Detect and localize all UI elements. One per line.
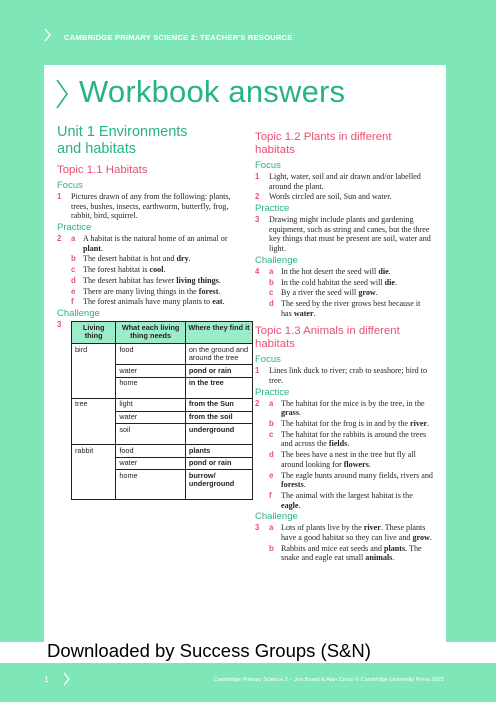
living-thing-cell [72,470,116,491]
answer-keyword: plant [83,243,101,253]
answer-item [255,544,433,563]
answer-fragment: . [101,243,104,253]
answer-item [57,254,243,264]
answer-item [57,297,243,307]
answer-keyword: river [363,523,381,533]
table-header-cell: What each living thing needs [116,321,186,343]
spacer-cell [116,491,186,500]
answer-text [83,265,243,275]
answer-item [57,265,243,275]
where-cell: pond or rain [185,457,252,470]
item-letter: f [71,297,74,307]
answer-fragment: . [218,286,221,296]
spacer-cell [116,389,186,398]
answer-keyword: fields [328,439,348,449]
answer-fragment: . [429,532,432,542]
need-cell: light [116,398,186,411]
answer-text [83,254,243,264]
answer-fragment: . [313,308,316,318]
answer-item [57,287,243,297]
practice-list [57,234,243,307]
answer-keyword: living things [176,275,219,285]
answer-text [281,471,433,490]
question-number: 2 [57,233,62,243]
spacer-cell [72,491,116,500]
answer-item [255,299,433,318]
answer-text [83,287,243,297]
answer-item [57,234,243,253]
answer-fragment: . [163,265,166,275]
answer-text [281,450,433,469]
table-row [72,411,253,424]
question-number: 3 [255,523,260,533]
answer-fragment: The desert habitat is hot and [83,254,177,264]
unit-title-line: Unit 1 Environments [57,124,188,140]
question-number [57,254,71,264]
answer-text [281,267,433,277]
item-letter: a [269,398,274,408]
where-cell: on the ground and around the tree [185,344,252,365]
answer-text: Light, water, soil and air drawn and/or labelled around the plant. [269,172,421,191]
table-row [72,470,253,491]
topic-heading: Topic 1.3 Animals in different habitats [255,325,400,351]
answer-fragment: . [347,439,350,449]
answer-item [255,215,433,253]
item-letter: c [269,288,274,298]
table-row [72,365,253,378]
answer-fragment: A habitat is the natural home of an animal or [83,233,228,243]
answer-text [83,234,243,253]
spacer-cell [116,436,186,445]
answer-fragment: . [303,480,306,490]
living-thing-cell: tree [72,398,116,411]
question-number [57,287,71,297]
answer-text: Words circled are soil, Sun and water. [269,192,392,202]
question-number [255,544,269,563]
chevron-right-icon [55,78,69,110]
answer-fragment: The forest animals have many plants to [83,297,213,307]
unit-title-line: and habitats [57,141,137,157]
answer-keyword: grow [412,532,430,542]
answer-item [255,267,433,277]
answer-fragment: There are many living things in the [83,286,199,296]
question-number: 2 [255,398,260,408]
challenge-list [255,267,433,319]
table-row [72,445,253,458]
answer-fragment: The habitat for the frog is in and by the [281,419,411,428]
living-thing-cell: bird [72,344,116,365]
answer-keyword: die [378,266,389,276]
answer-fragment: The habitat for the rabbits is around the trees and across the [281,429,427,449]
answer-text [281,491,433,510]
answer-fragment: . The snake and eagle eat small [281,543,422,563]
answer-keyword: forest [198,286,219,296]
answer-keyword: die [384,277,395,287]
answer-fragment: . [427,419,430,428]
need-cell: water [116,457,186,470]
item-letter: b [269,419,274,428]
challenge-heading: Challenge [255,254,298,266]
right-column [255,131,433,564]
spacer-cell [72,436,116,445]
answer-text [281,288,433,298]
answer-fragment: In the cold habitat the seed will [281,277,385,287]
item-letter: c [269,429,274,439]
item-letter: a [269,523,274,533]
question-number [255,471,269,490]
answer-item [255,450,433,469]
question-number: 1 [255,172,260,181]
answer-fragment: . [388,266,391,276]
item-letter: a [71,233,76,243]
answer-item [255,471,433,490]
item-letter: b [71,254,76,264]
question-number: 3 [255,215,260,225]
table-row [72,344,253,365]
item-letter: d [269,450,274,460]
answer-item [255,430,433,449]
answer-keyword: forests [281,480,304,490]
question-number [255,299,269,318]
challenge-list [255,523,433,563]
where-cell: from the Sun [185,398,252,411]
answer-fragment: . [394,277,397,287]
spacer-cell [72,389,116,398]
answer-keyword: eagle [281,500,299,510]
need-cell: water [116,411,186,424]
need-cell: home [116,470,186,491]
item-letter: a [269,266,274,276]
answer-fragment: . These plants have a good habitat so they can live and [281,523,426,542]
answer-keyword: water [293,308,314,318]
answer-text [281,523,433,542]
answer-keyword: grass [281,408,299,418]
left-column [57,124,250,500]
answer-keyword: flowers [343,459,369,469]
answer-text [83,297,243,307]
living-thing-cell [72,377,116,389]
item-letter: b [269,543,274,553]
answer-fragment: . [298,500,301,510]
answer-keyword: grow [358,288,376,298]
answer-keyword: cool [149,265,164,275]
item-letter: c [71,265,76,275]
table-row [72,424,253,436]
answer-fragment: . [299,408,302,418]
table-header-cell: Living thing [72,321,116,343]
answer-fragment: The habitat for the mice is by the tree, in the [281,398,425,408]
item-letter: b [269,277,274,287]
answer-item [255,278,433,288]
answer-fragment: The forest habitat is [83,265,150,275]
where-cell: burrow/ underground [185,470,252,491]
topic-heading: Topic 1.2 Plants in different habitats [255,131,392,156]
right-margin-band [446,52,496,642]
answer-fragment: The desert habitat has fewer [83,275,177,285]
living-thing-cell [72,424,116,436]
question-number: 3 [57,320,62,330]
item-letter: d [269,299,274,309]
answer-fragment: The eagle hunts around many fields, rivers and [281,470,433,480]
question-number [57,297,71,307]
answer-fragment: By a river the seed will [281,288,359,298]
challenge-heading: Challenge [57,308,100,320]
spacer-cell [185,389,252,398]
practice-heading: Practice [255,203,290,215]
need-cell: food [116,445,186,458]
answer-item [255,491,433,510]
question-number: 4 [255,266,260,276]
answer-fragment: . [392,553,395,563]
footer-credit: Cambridge Primary Science 2 – Jon Board & Alan Cross © Cambridge University Press 2021 [213,677,444,683]
table-row [72,457,253,470]
answer-fragment: . [368,459,371,469]
question-number [255,419,269,429]
where-cell: from the soil [185,411,252,424]
question-number [255,450,269,469]
question-number: 1 [57,192,62,201]
practice-list [255,215,433,253]
living-thing-cell [72,457,116,470]
practice-heading: Practice [255,386,290,398]
answer-text [281,430,433,449]
need-cell: food [116,344,186,365]
answer-item [57,192,243,221]
answer-fragment: . [222,297,225,307]
question-number [57,276,71,286]
table-spacer-row [72,436,253,445]
topic-heading: Topic 1.1 Habitats [57,164,148,176]
answer-keyword: eat [212,297,223,307]
item-letter: f [269,490,272,500]
answer-text [281,544,433,563]
watermark-text: Downloaded by Success Groups (S&N) [47,640,371,661]
answer-text [281,419,433,429]
table-row [72,377,253,389]
answer-item [255,192,433,202]
answer-fragment: The animal with the largest habitat is the [281,490,413,500]
need-cell: soil [116,424,186,436]
spacer-cell [185,436,252,445]
answer-item [57,276,243,286]
answer-item [255,523,433,542]
where-cell: underground [185,424,252,436]
where-cell: plants [185,445,252,458]
table-row [72,398,253,411]
chevron-right-icon [63,672,70,686]
answer-keyword: dry [176,254,189,264]
question-number [255,278,269,288]
habitat-table [71,321,253,500]
answer-text: Lines link duck to river; crab to seashore; bird to tree. [269,366,428,385]
table-spacer-row [72,389,253,398]
living-thing-cell: rabbit [72,445,116,458]
answer-item [255,288,433,298]
answer-text [281,399,433,418]
answer-keyword: river [410,419,428,428]
where-cell: pond or rain [185,365,252,378]
page-number: 1 [44,675,49,684]
unit-title [57,124,243,158]
answer-text: Pictures drawn of any from the following: plants, trees, bushes, insects, earthworm, butterfly, frog, rabbit, bird, squirrel. [71,192,231,221]
header-title: CAMBRIDGE PRIMARY SCIENCE 2: TEACHER'S RESOURCE [64,33,293,42]
living-thing-cell [72,365,116,378]
question-number: 1 [255,366,260,376]
table-header-row [72,321,253,343]
page-title: Workbook answers [79,74,346,109]
question-number [57,265,71,275]
answer-fragment: . [218,275,221,285]
practice-list [255,399,433,510]
header-gap [44,52,446,65]
answer-text [83,276,243,286]
question-number [255,288,269,298]
answer-fragment: The bees have a nest in the tree but fly all around looking for [281,450,416,469]
focus-heading: Focus [255,354,281,366]
table-spacer-row [72,491,253,500]
answer-text [281,299,433,318]
practice-heading: Practice [57,221,92,233]
answer-fragment: In the hot desert the seed will [281,266,379,276]
answer-item [255,419,433,429]
question-number [255,491,269,510]
footer-band [0,663,496,702]
answer-keyword: animals [365,553,393,563]
item-letter: d [71,275,76,285]
living-thing-cell [72,411,116,424]
question-number: 2 [255,192,260,202]
answer-item [255,172,433,191]
answer-fragment: . [375,288,378,298]
focus-heading: Focus [57,180,83,191]
question-number [255,430,269,449]
where-cell: in the tree [185,377,252,389]
answer-fragment: Lots of plants live by the [281,523,364,533]
chevron-right-icon [44,28,51,42]
left-margin-band [0,52,44,642]
answer-keyword: plants [383,543,406,553]
challenge-heading: Challenge [255,511,298,523]
focus-list [255,172,433,202]
item-letter: e [269,470,274,480]
focus-heading: Focus [255,160,281,171]
answer-fragment: Rabbits and mice eat seeds and [281,543,384,553]
need-cell: water [116,365,186,378]
answer-item [255,399,433,418]
item-letter: e [71,286,76,296]
table-header-cell: Where they find it [185,321,252,343]
spacer-cell [185,491,252,500]
need-cell: home [116,377,186,389]
answer-text [281,278,433,288]
answer-item [255,366,433,385]
header-band [0,0,496,52]
answer-fragment: The seed by the river grows best because it has [281,299,421,318]
answer-text: Drawing might include plants and gardening equipment, such as string and canes, but the three key things that must be present are soil, water and light. [269,215,431,253]
answer-fragment: . [188,254,191,264]
